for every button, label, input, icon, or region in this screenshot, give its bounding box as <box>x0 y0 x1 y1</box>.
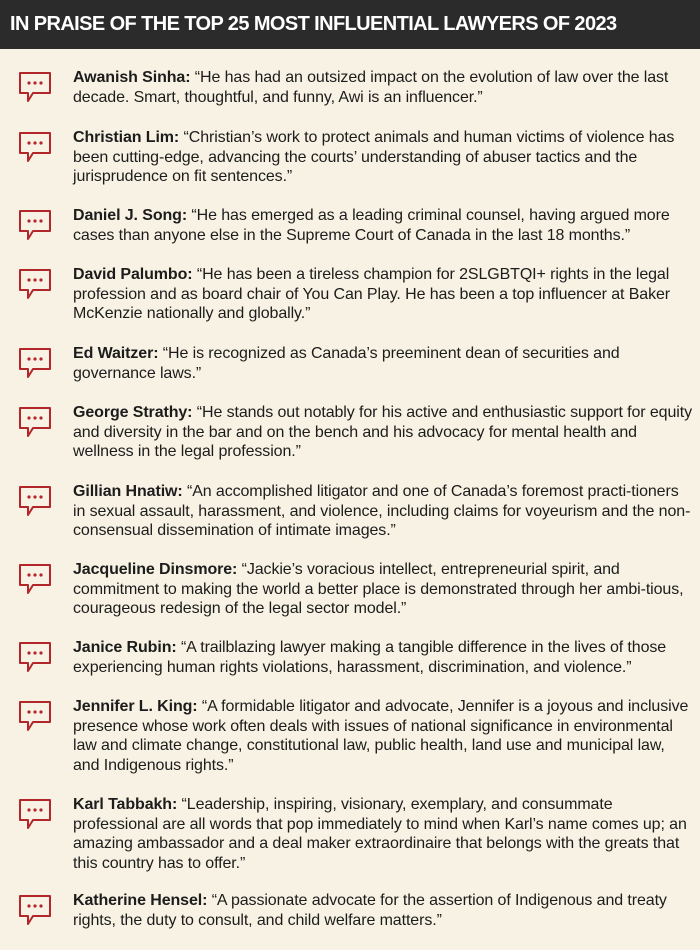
lawyer-name: Daniel J. Song: <box>73 207 188 224</box>
speech-bubble-icon <box>17 893 53 929</box>
speech-bubble-icon <box>17 70 53 106</box>
lawyer-name: Janice Rubin: <box>73 639 177 656</box>
speech-bubble-icon <box>17 208 53 244</box>
speech-bubble-icon <box>17 699 53 735</box>
lawyer-quote: “Jackie’s voracious intellect, entrepreneurial spirit, and commitment to making the world a better place is demonstrated through her ambi-tious, courageous redesign of the legal sector model.” <box>73 561 684 617</box>
lawyer-name: Gillian Hnatiw: <box>73 483 183 500</box>
lawyer-quote: “Christian’s work to protect animals and human victims of violence has been cutting-edge, advancing the courts’ understanding of abuser tactics and the jurisprudence on fit sentences.” <box>73 129 675 185</box>
speech-bubble-icon <box>17 130 53 166</box>
speech-bubble-icon <box>17 346 53 382</box>
lawyer-quote: “He stands out notably for his active and enthusiastic support for equity and diversity in the bar and on the bench and his advocacy for mental health and wellness in the legal profession.” <box>73 404 692 460</box>
entry-text <box>73 68 693 107</box>
entry-text <box>73 697 693 775</box>
entry-text <box>73 265 693 324</box>
lawyer-name: Christian Lim: <box>73 129 180 146</box>
entry-text <box>73 638 693 677</box>
lawyer-name: Karl Tabbakh: <box>73 796 178 813</box>
speech-bubble-icon <box>17 405 53 441</box>
speech-bubble-icon <box>17 640 53 676</box>
entry-text <box>73 128 693 187</box>
lawyer-name: Jacqueline Dinsmore: <box>73 561 238 578</box>
lawyer-quote: “A formidable litigator and advocate, Jennifer is a joyous and inclusive presence whose work often deals with issues of national significance in environmental law and climate change, constitutional law, public health, land use and municipal law, and Indigenous rights.” <box>73 698 689 774</box>
praise-list <box>0 49 700 950</box>
page-title: IN PRAISE OF THE TOP 25 MOST INFLUENTIAL LAWYERS OF 2023 <box>10 13 617 35</box>
lawyer-quote: “He has emerged as a leading criminal counsel, having argued more cases than anyone else in the Supreme Court of Canada in the last 18 months.” <box>73 207 670 244</box>
lawyer-quote: “A trailblazing lawyer making a tangible difference in the lives of those experiencing human rights violations, harassment, discrimination, and violence.” <box>73 639 667 676</box>
entry-text <box>73 891 693 930</box>
header-bar <box>0 0 700 49</box>
speech-bubble-icon <box>17 797 53 833</box>
lawyer-quote: “Leadership, inspiring, visionary, exemplary, and consummate professional are all words that pop immediately to mind when Karl’s name comes up; an amazing ambassador and a deal maker extraordinaire that belongs with the greats that this country has to offer.” <box>73 796 687 872</box>
lawyer-quote: “He is recognized as Canada’s preeminent dean of securities and governance laws.” <box>73 345 620 382</box>
lawyer-name: George Strathy: <box>73 404 193 421</box>
lawyer-name: Awanish Sinha: <box>73 69 191 86</box>
lawyer-quote: “A passionate advocate for the assertion of Indigenous and treaty rights, the duty to consult, and child welfare matters.” <box>73 892 667 929</box>
entry-text <box>73 403 693 462</box>
lawyer-name: Jennifer L. King: <box>73 698 198 715</box>
entry-text <box>73 482 693 541</box>
lawyer-quote: “He has been a tireless champion for 2SLGBTQI+ rights in the legal profession and as board chair of You Can Play. He has been a top influencer at Baker McKenzie nationally and globally.” <box>73 266 671 322</box>
lawyer-quote: “He has had an outsized impact on the evolution of law over the last decade. Smart, thoughtful, and funny, Awi is an influencer.” <box>73 69 669 106</box>
entry-text <box>73 560 693 619</box>
entry-text <box>73 795 693 873</box>
entry-text <box>73 206 693 245</box>
lawyer-name: Katherine Hensel: <box>73 892 208 909</box>
lawyer-quote: “An accomplished litigator and one of Canada’s foremost practi-tioners in sexual assault, harassment, and violence, including claims for voyeurism and the non-consensual dissemination of intimate images.” <box>73 483 691 539</box>
speech-bubble-icon <box>17 484 53 520</box>
speech-bubble-icon <box>17 267 53 303</box>
lawyer-name: David Palumbo: <box>73 266 193 283</box>
speech-bubble-icon <box>17 562 53 598</box>
lawyer-name: Ed Waitzer: <box>73 345 159 362</box>
entry-text <box>73 344 693 383</box>
